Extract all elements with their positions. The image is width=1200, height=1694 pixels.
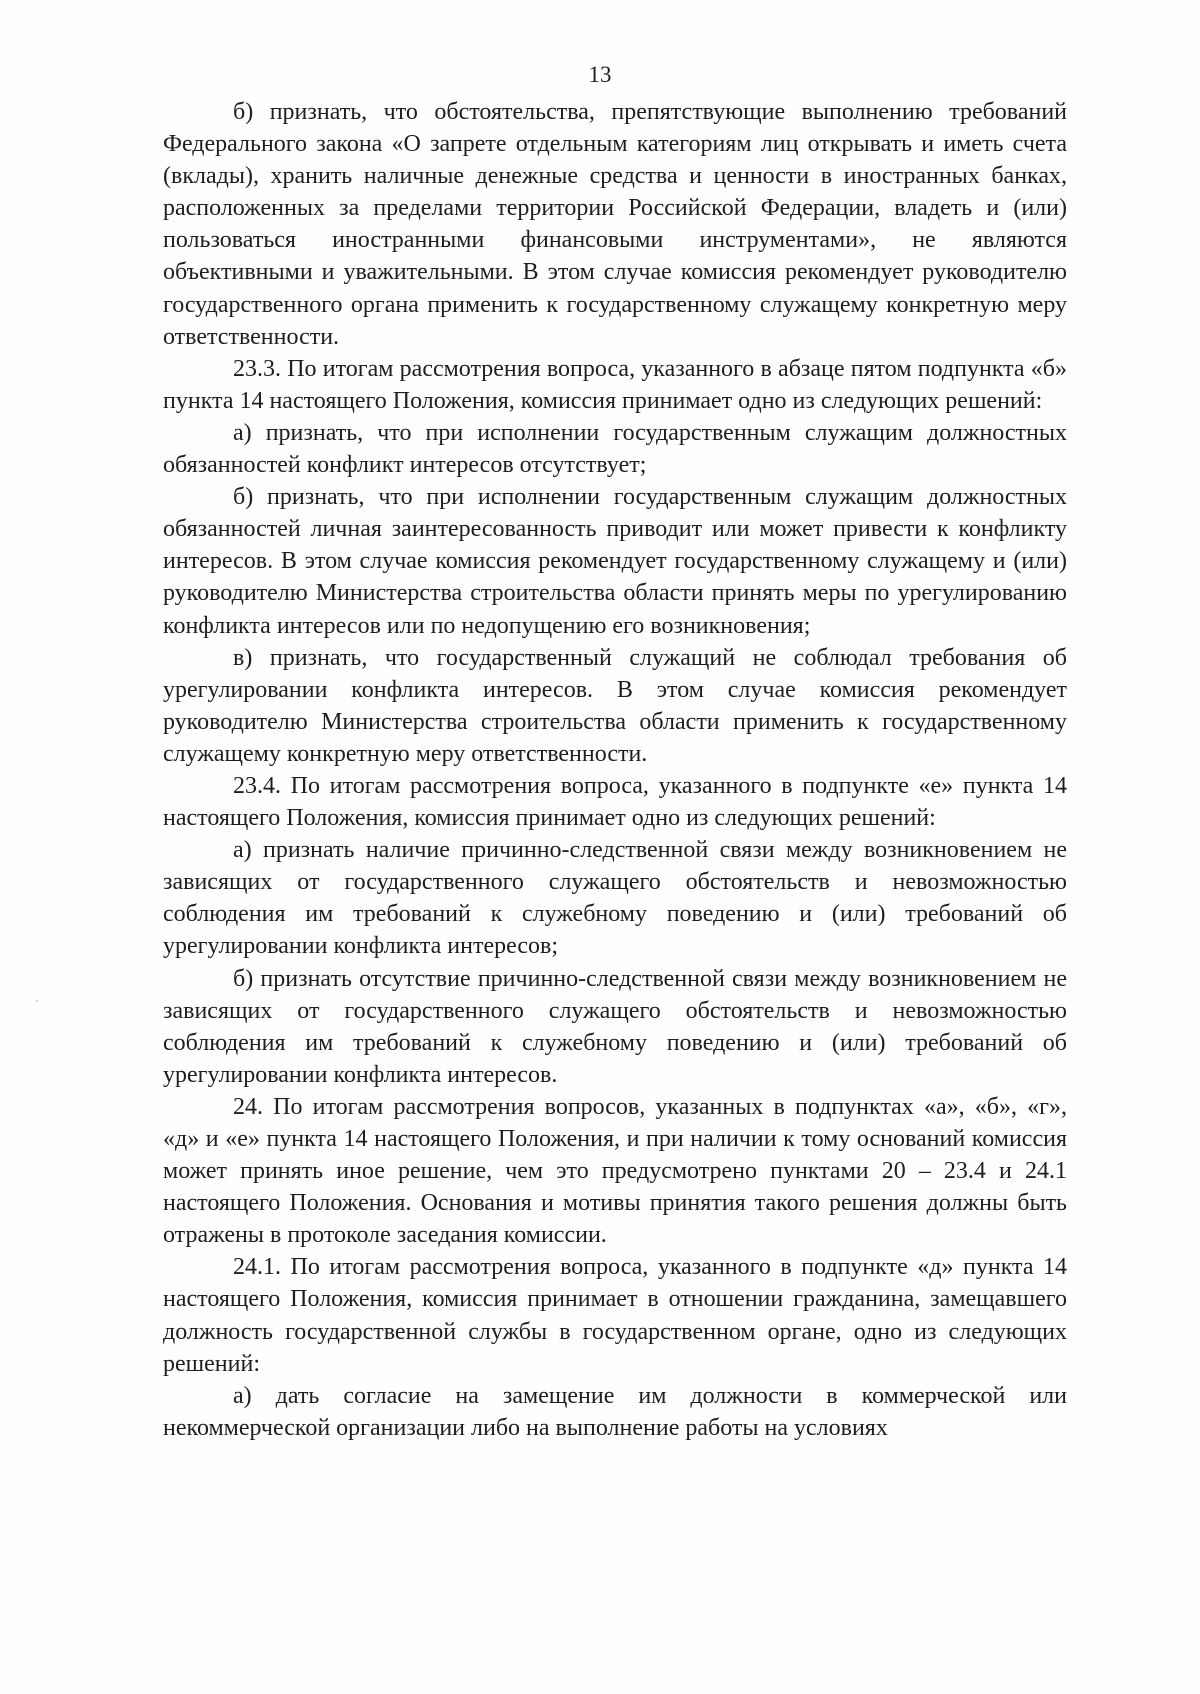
paragraph-23-4-a: а) признать наличие причинно-следственной связи между возникновением не зависящих от государственного служащего обстоятельств и невозможностью соблюдения им требований к служебному поведению и (или) требований об урегулировании конфликта интересов;	[163, 837, 1067, 960]
document-body	[163, 96, 1067, 1444]
paragraph-24-1: 24.1. По итогам рассмотрения вопроса, указанного в подпункте «д» пункта 14 настоящего Положения, комиссия принимает в отношении гражданина, замещавшего должность государственной службы в государственном органе, одно из следующих решений:	[163, 1254, 1067, 1377]
paragraph-23-2-b: б) признать, что обстоятельства, препятствующие выполнению требований Федерального закона «О запрете отдельным категориям лиц открывать и иметь счета (вклады), хранить наличные денежные средства и ценности в иностранных банках, расположенных за пределами территории Российской Федерации, владеть и (или) пользоваться иностранными финансовыми инструментами», не являются объективными и уважительными. В этом случае комиссия рекомендует руководителю государственного органа применить к государственному служащему конкретную меру ответственности.	[163, 99, 1067, 350]
scan-artifact	[36, 1000, 38, 1002]
paragraph-23-4: 23.4. По итогам рассмотрения вопроса, указанного в подпункте «е» пункта 14 настоящего Положения, комиссия принимает одно из следующих решений:	[163, 772, 1067, 832]
paragraph-23-3-v: в) признать, что государственный служащий не соблюдал требования об урегулировании конфликта интересов. В этом случае комиссия рекомендует руководителю Министерства строительства области применить к государственному служащему конкретную меру ответственности.	[163, 644, 1067, 767]
paragraph-24-1-a: а) дать согласие на замещение им должности в коммерческой или некоммерческой организации либо на выполнение работы на условиях	[163, 1382, 1067, 1441]
page-number: 13	[588, 62, 612, 87]
paragraph-24: 24. По итогам рассмотрения вопросов, указанных в подпунктах «а», «б», «г», «д» и «е» пункта 14 настоящего Положения, и при наличии к тому оснований комиссия может принять иное решение, чем это предусмотрено пунктами 20 – 23.4 и 24.1 настоящего Положения. Основания и мотивы принятия такого решения должны быть отражены в протоколе заседания комиссии.	[163, 1093, 1067, 1249]
paragraph-23-3: 23.3. По итогам рассмотрения вопроса, указанного в абзаце пятом подпункта «б» пункта 14 настоящего Положения, комиссия принимает одно из следующих решений:	[163, 355, 1067, 414]
paragraph-23-4-b: б) признать отсутствие причинно-следственной связи между возникновением не зависящих от государственного служащего обстоятельств и невозможностью соблюдения им требований к служебному поведению и (или) требований об урегулировании конфликта интересов.	[163, 965, 1067, 1088]
paragraph-23-3-b: б) признать, что при исполнении государственным служащим должностных обязанностей личная заинтересованность приводит или может привести к конфликту интересов. В этом случае комиссия рекомендует государственному служащему и (или) руководителю Министерства строительства области принять меры по урегулированию конфликта интересов или по недопущению его возникновения;	[163, 484, 1067, 639]
paragraph-23-3-a: а) признать, что при исполнении государственным служащим должностных обязанностей конфликт интересов отсутствует;	[163, 419, 1067, 479]
